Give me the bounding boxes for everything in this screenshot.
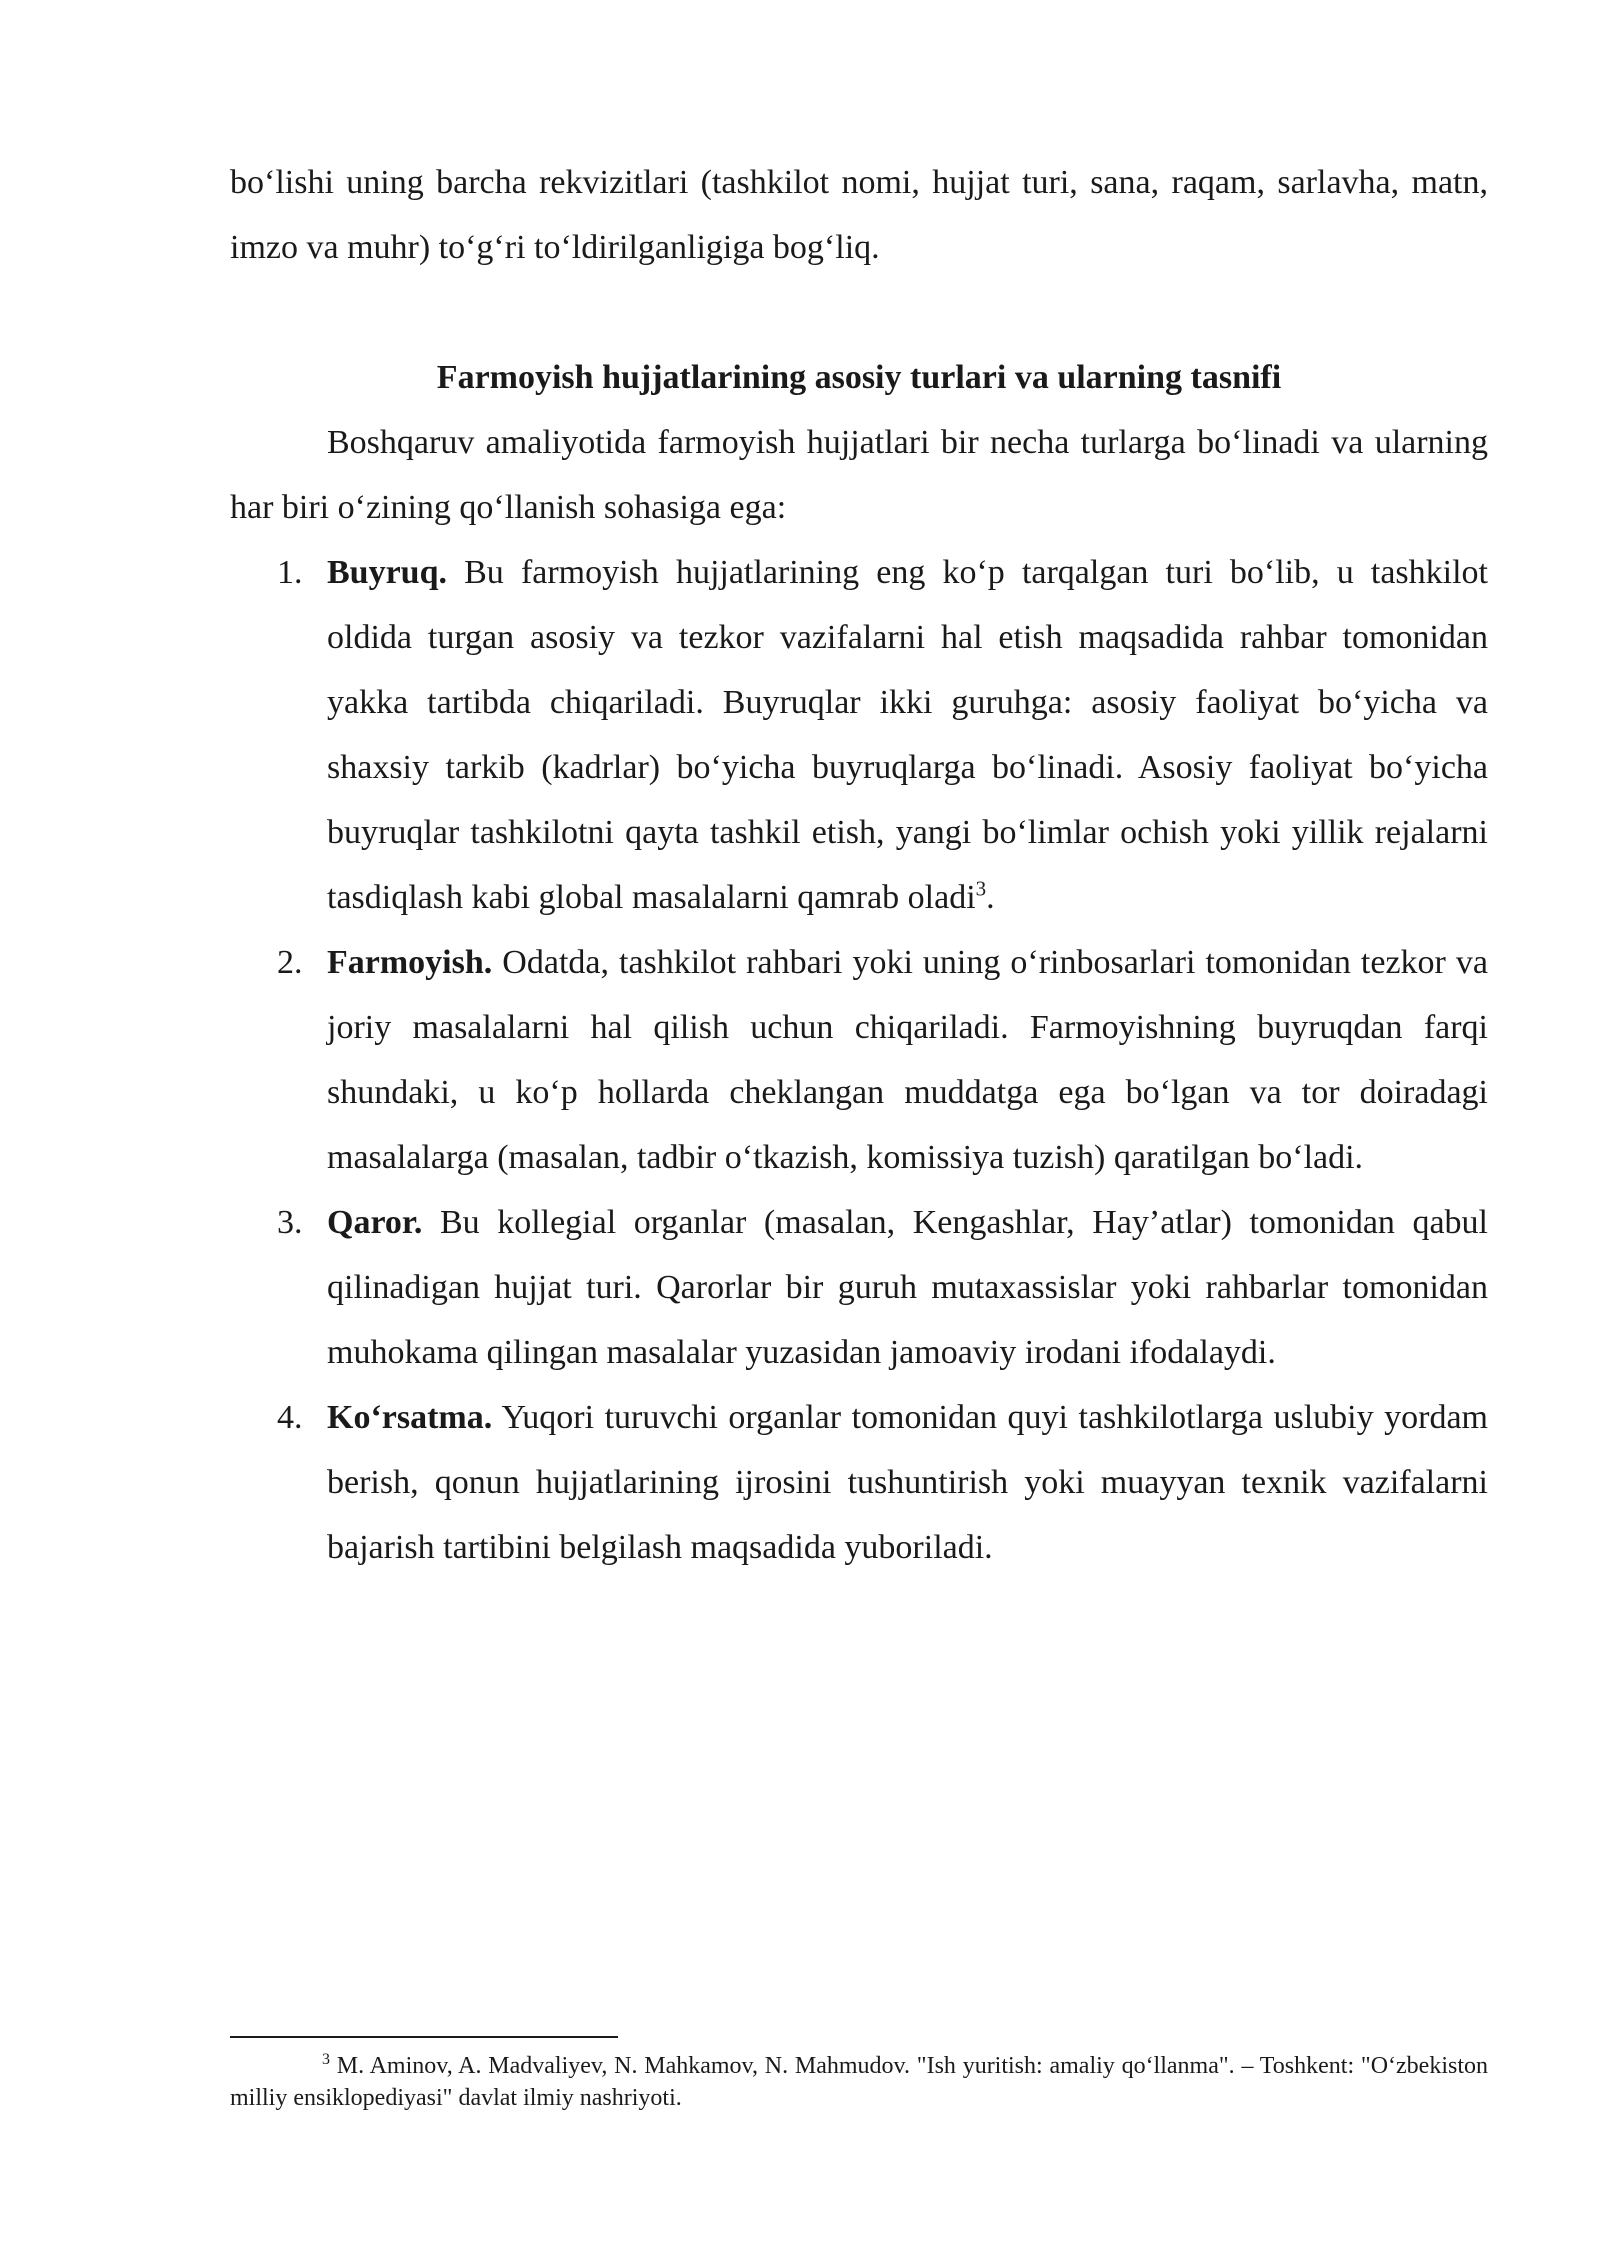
footnote-separator [230,2036,618,2038]
list-item-qaror [230,1190,1488,1385]
footnote-mark: 3 [322,2051,330,2068]
list-item-farmoyish [230,930,1488,1190]
list-text: Bu farmoyish hujjatlarining eng ko‘p tarqalgan turi bo‘lib, u tashkilot oldida turgan asosiy va tezkor vazifalarni hal etish maqsadida rahbar tomonidan yakka tartibda chiqariladi. Buyruqlar ikki guruhga: asosiy faoliyat bo‘yicha va shaxsiy tarkib (kadrlar) bo‘yicha buyruqlarga bo‘linadi. Asosiy faoliyat bo‘yicha buyruqlar tashkilotni qayta tashkil etish, yangi bo‘limlar ochish yoki yillik rejalarni tasdiqlash kabi global masalalarni qamrab oladi [327,554,1488,916]
list-term: Qaror. [327,1204,423,1241]
intro-paragraph: bo‘lishi uning barcha rekvizitlari (tashkilot nomi, hujjat turi, sana, raqam, sarlavha, matn, imzo va muhr) to‘g‘ri to‘ldirilganligiga bog‘liq. [230,164,1488,266]
list-term: Farmoyish. [327,944,493,981]
footnote [230,2050,1488,2114]
list-term: Ko‘rsatma. [327,1399,493,1436]
list-number: 1. [277,554,303,591]
section-heading: Farmoyish hujjatlarining asosiy turlari va ularning tasnifi [436,359,1282,396]
list-number: 2. [277,944,303,981]
document-types-list [230,540,1488,1580]
list-text-tail: . [986,879,995,916]
footnote-reference: 3 [975,876,987,901]
list-text: Bu kollegial organlar (masalan, Kengashlar, Hay’atlar) tomonidan qabul qilinadigan hujjat turi. Qarorlar bir guruh mutaxassislar yoki rahbarlar tomonidan muhokama qilingan masalalar yuzasidan jamoaviy irodani ifodalaydi. [327,1204,1488,1371]
list-text: Yuqori turuvchi organlar tomonidan quyi tashkilotlarga uslubiy yordam berish, qonun hujjatlarining ijrosini tushuntirish yoki muayyan texnik vazifalarni bajarish tartibini belgilash maqsadida yuboriladi. [327,1399,1488,1566]
footnote-text: M. Aminov, A. Madvaliyev, N. Mahkamov, N. Mahmudov. "Ish yuritish: amaliy qo‘llanma". – Toshkent: "O‘zbekiston milliy ensiklopediyasi" davlat ilmiy nashriyoti. [230,2053,1488,2111]
list-item-buyruq [230,540,1488,930]
document-page [230,150,1488,1580]
list-number: 4. [277,1399,303,1436]
lead-paragraph: Boshqaruv amaliyotida farmoyish hujjatlari bir necha turlarga bo‘linadi va ularning har biri o‘zining qo‘llanish sohasiga ega: [230,424,1488,526]
list-number: 3. [277,1204,303,1241]
list-item-korsatma [230,1385,1488,1580]
list-text: Odatda, tashkilot rahbari yoki uning o‘rinbosarlari tomonidan tezkor va joriy masalalarni hal qilish uchun chiqariladi. Farmoyishning buyruqdan farqi shundaki, u ko‘p hollarda cheklangan muddatga ega bo‘lgan va tor doiradagi masalalarga (masalan, tadbir o‘tkazish, komissiya tuzish) qaratilgan bo‘ladi. [327,944,1488,1176]
list-term: Buyruq. [327,554,447,591]
